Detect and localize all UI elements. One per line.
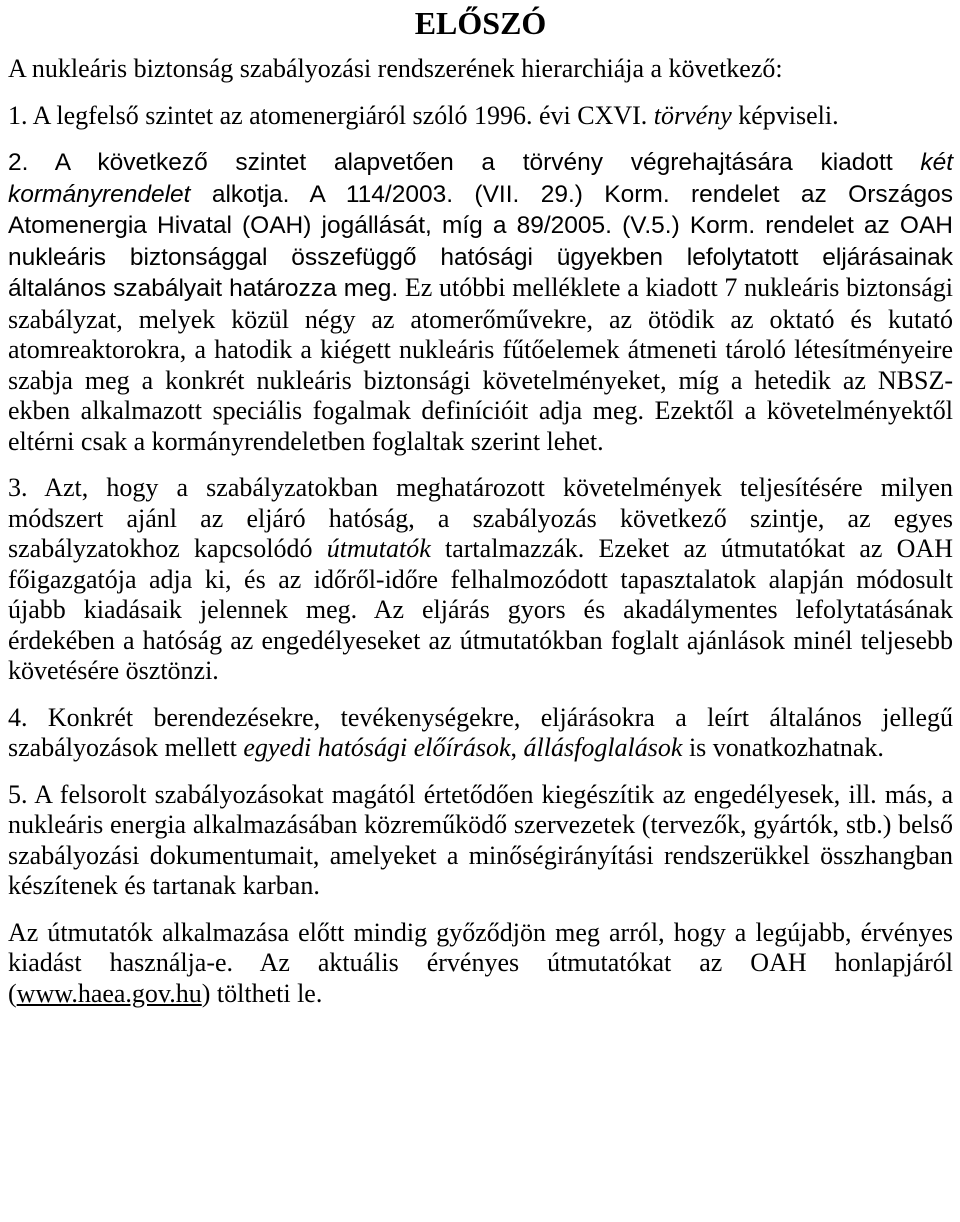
item3-tail: tartalmazzák. Ezeket az útmutatókat az OAH főigazgatója adja ki, és az időről-időre felhalmozódott tapasztalatok alapján módosult újabb kiadásaik jelennek meg. Az eljárás gyors és akadálymentes lefolytatásának érdekében a hatóság az engedélyeseket az útmutatókban foglalt ajánlások minél teljesebb követésére ösztönzi. (8, 534, 953, 685)
item3-lead: 3. Azt, hogy a szabályzatokban meghatározott követelmények teljesítésére milyen módszert ajánl az eljáró hatóság, a szabályozás következő szintje, az egyes szabályzatokhoz kapcsolódó (8, 473, 953, 563)
item3-italic: útmutatók (326, 534, 431, 563)
item4-lead: 4. Konkrét berendezésekre, tevékenységekre, eljárásokra a leírt általános jellegű szabályozások mellett (8, 702, 953, 762)
list-item-4 (8, 703, 953, 764)
list-item-2 (8, 147, 953, 457)
item1-lead: 1. A legfelső szintet az atomenergiáról szóló 1996. évi CXVI. (8, 100, 654, 130)
item1-tail: képviseli. (731, 100, 839, 130)
item2-mid: alkotja. A 114/2003. (VII. 29.) Korm. rendelet az Országos Atomenergia Hivatal (OAH) jogállását, míg a 89/2005. (V.5.) Korm. rendelet az OAH nukleáris biztonsággal összefüggő hatósági ügyekben lefolytatott eljárásainak általános szabályait határozza meg. (8, 180, 953, 302)
item4-italic-1: egyedi hatósági előírások (243, 733, 511, 762)
item4-italic-2: állásfoglalások (523, 733, 683, 762)
closing-tail: ) töltheti le. (201, 978, 323, 1008)
page-title: ELŐSZÓ (414, 5, 547, 41)
item2-tail: Ez utóbbi melléklete a kiadott 7 nukleáris biztonsági szabályzat, melyek közül négy az atomerőművekre, az ötödik az oktató és kutató atomreaktorokra, a hatodik a kiégett nukleáris fűtőelemek átmeneti tároló létesítményeire szabja meg a konkrét nukleáris biztonsági követelményeket, míg a hetedik az NBSZ-ekben alkalmazott speciális fogalmak definícióit adja meg. Ezektől a követelményektől eltérni csak a kormányrendeletben foglaltak szerint lehet. (8, 273, 954, 456)
closing-lead: Az útmutatók alkalmazása előtt mindig győződjön meg arról, hogy a legújabb, érvényes kiadást használja-e. Az aktuális érvényes útmutatókat az OAH honlapjáról ( (8, 917, 953, 1008)
item2-lead: 2. A következő szintet alapvetően a törvény végrehajtására kiadott (8, 149, 921, 176)
item4-sep: , (510, 733, 524, 762)
website-link[interactable]: www.haea.gov.hu (16, 978, 202, 1008)
item2-italic: két kormányrendelet (8, 149, 953, 208)
list-item-1 (8, 101, 953, 132)
closing-paragraph (8, 918, 953, 1010)
list-item-5: 5. A felsorolt szabályozásokat magától értetődően kiegészítik az engedélyesek, ill. más, a nukleáris energia alkalmazásában közreműködő szervezetek (tervezők, gyártók, stb.) belső szabályozási dokumentumait, amelyeket a minőségirányítási rendszerükkel összhangban készítenek és tartanak karban. (8, 779, 953, 900)
intro-paragraph: A nukleáris biztonság szabályozási rendszerének hierarchiája a következő: (8, 54, 783, 83)
item1-italic: törvény (653, 100, 732, 130)
list-item-3 (8, 473, 953, 687)
item4-tail: is vonatkozhatnak. (682, 733, 884, 762)
